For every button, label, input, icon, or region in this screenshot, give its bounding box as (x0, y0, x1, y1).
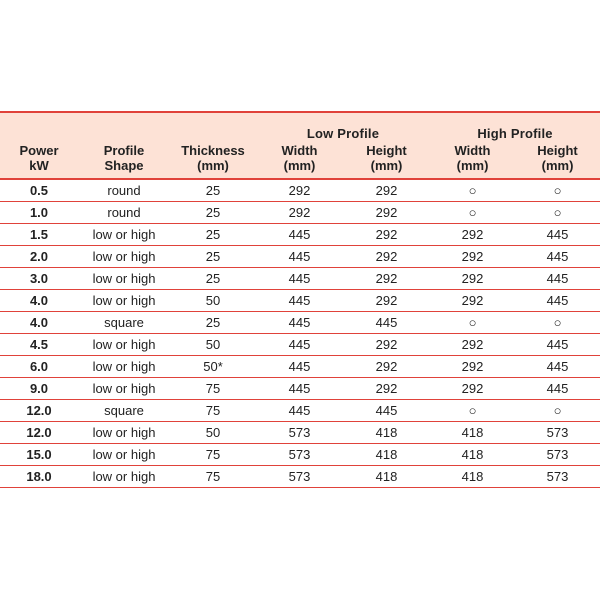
cell-low-height: 418 (343, 422, 430, 444)
cell-thickness: 75 (170, 400, 256, 422)
cell-low-height: 292 (343, 334, 430, 356)
cell-thickness: 25 (170, 224, 256, 246)
column-header-line1: Thickness (181, 143, 245, 158)
cell-thickness: 25 (170, 202, 256, 224)
cell-low-height: 292 (343, 246, 430, 268)
cell-low-height: 292 (343, 268, 430, 290)
cell-thickness: 50 (170, 290, 256, 312)
column-header-row (0, 141, 600, 179)
group-header-spacer (0, 112, 256, 141)
cell-low-width: 573 (256, 444, 343, 466)
cell-power: 4.0 (0, 290, 78, 312)
cell-profile-shape: low or high (78, 444, 170, 466)
cell-low-height: 292 (343, 356, 430, 378)
cell-high-width: 292 (430, 378, 515, 400)
column-header-shape (78, 141, 170, 179)
table-row (0, 356, 600, 378)
column-header-line2: (mm) (283, 158, 316, 173)
column-header-line2: (mm) (370, 158, 403, 173)
cell-high-height: 573 (515, 444, 600, 466)
cell-low-height: 292 (343, 224, 430, 246)
group-header-low-profile: Low Profile (256, 112, 430, 141)
column-header-high-height (515, 141, 600, 179)
column-header-line2: (mm) (456, 158, 489, 173)
cell-high-height: 445 (515, 378, 600, 400)
cell-profile-shape: low or high (78, 466, 170, 488)
column-header-line2: kW (29, 158, 49, 173)
cell-profile-shape: low or high (78, 246, 170, 268)
table-row (0, 202, 600, 224)
cell-low-height: 292 (343, 202, 430, 224)
cell-high-width: 292 (430, 290, 515, 312)
column-header-line2: Shape (104, 158, 144, 173)
column-header-low-width (256, 141, 343, 179)
table-row (0, 179, 600, 202)
cell-profile-shape: low or high (78, 290, 170, 312)
cell-high-height: ○ (515, 312, 600, 334)
cell-thickness: 75 (170, 444, 256, 466)
column-header-line1: Height (537, 143, 578, 158)
table-row (0, 268, 600, 290)
column-header-line2: (mm) (197, 158, 229, 173)
cell-high-width: 292 (430, 268, 515, 290)
cell-thickness: 25 (170, 179, 256, 202)
cell-profile-shape: low or high (78, 334, 170, 356)
cell-low-width: 292 (256, 202, 343, 224)
cell-low-width: 445 (256, 290, 343, 312)
cell-high-height: 445 (515, 224, 600, 246)
cell-power: 12.0 (0, 400, 78, 422)
cell-thickness: 25 (170, 312, 256, 334)
cell-low-width: 445 (256, 246, 343, 268)
cell-high-width: 292 (430, 356, 515, 378)
column-header-high-width (430, 141, 515, 179)
cell-power: 9.0 (0, 378, 78, 400)
table-row (0, 400, 600, 422)
cell-low-height: 292 (343, 179, 430, 202)
cell-high-height: 445 (515, 356, 600, 378)
cell-power: 1.0 (0, 202, 78, 224)
cell-profile-shape: low or high (78, 224, 170, 246)
column-header-thickness (170, 141, 256, 179)
column-header-line1: Width (454, 143, 491, 158)
cell-profile-shape: low or high (78, 268, 170, 290)
cell-low-height: 418 (343, 444, 430, 466)
table-row (0, 444, 600, 466)
table-row (0, 290, 600, 312)
cell-profile-shape: low or high (78, 356, 170, 378)
group-header-row (0, 112, 600, 141)
table-row (0, 312, 600, 334)
cell-low-width: 445 (256, 378, 343, 400)
cell-high-width: ○ (430, 179, 515, 202)
cell-high-height: 573 (515, 422, 600, 444)
cell-thickness: 25 (170, 246, 256, 268)
cell-power: 6.0 (0, 356, 78, 378)
cell-low-width: 445 (256, 312, 343, 334)
cell-profile-shape: square (78, 400, 170, 422)
cell-profile-shape: square (78, 312, 170, 334)
column-header-line2: (mm) (541, 158, 574, 173)
cell-low-height: 292 (343, 290, 430, 312)
column-header-line1: Profile (103, 143, 145, 158)
column-header-line1: Width (281, 143, 318, 158)
column-header-power (0, 141, 78, 179)
column-header-low-height (343, 141, 430, 179)
spec-table (0, 111, 600, 488)
cell-power: 12.0 (0, 422, 78, 444)
cell-low-height: 418 (343, 466, 430, 488)
cell-high-width: ○ (430, 400, 515, 422)
cell-power: 15.0 (0, 444, 78, 466)
cell-high-height: 445 (515, 268, 600, 290)
table-row (0, 224, 600, 246)
cell-profile-shape: low or high (78, 422, 170, 444)
cell-low-width: 573 (256, 422, 343, 444)
cell-low-height: 445 (343, 400, 430, 422)
table-body (0, 179, 600, 488)
cell-high-width: 292 (430, 334, 515, 356)
cell-low-width: 292 (256, 179, 343, 202)
table-row (0, 246, 600, 268)
cell-thickness: 75 (170, 466, 256, 488)
cell-high-width: 418 (430, 466, 515, 488)
cell-high-width: 418 (430, 444, 515, 466)
cell-high-width: 418 (430, 422, 515, 444)
table-header (0, 112, 600, 179)
column-header-line1: Power (19, 143, 59, 158)
cell-thickness: 50 (170, 334, 256, 356)
cell-low-width: 445 (256, 400, 343, 422)
cell-high-width: ○ (430, 202, 515, 224)
cell-profile-shape: low or high (78, 378, 170, 400)
cell-thickness: 25 (170, 268, 256, 290)
table-row (0, 422, 600, 444)
cell-high-height: ○ (515, 202, 600, 224)
cell-power: 3.0 (0, 268, 78, 290)
cell-low-width: 445 (256, 268, 343, 290)
cell-low-height: 445 (343, 312, 430, 334)
group-header-high-profile: High Profile (430, 112, 600, 141)
cell-low-width: 445 (256, 334, 343, 356)
cell-power: 2.0 (0, 246, 78, 268)
cell-high-height: 445 (515, 246, 600, 268)
cell-high-height: 573 (515, 466, 600, 488)
column-header-line1: Height (366, 143, 407, 158)
cell-high-width: 292 (430, 224, 515, 246)
cell-power: 0.5 (0, 179, 78, 202)
cell-high-height: ○ (515, 179, 600, 202)
cell-profile-shape: round (78, 202, 170, 224)
cell-high-height: ○ (515, 400, 600, 422)
cell-high-width: 292 (430, 246, 515, 268)
cell-profile-shape: round (78, 179, 170, 202)
cell-power: 4.5 (0, 334, 78, 356)
cell-power: 1.5 (0, 224, 78, 246)
cell-thickness: 75 (170, 378, 256, 400)
cell-power: 18.0 (0, 466, 78, 488)
cell-low-height: 292 (343, 378, 430, 400)
cell-low-width: 445 (256, 224, 343, 246)
cell-low-width: 573 (256, 466, 343, 488)
cell-high-width: ○ (430, 312, 515, 334)
table-row (0, 378, 600, 400)
cell-power: 4.0 (0, 312, 78, 334)
spec-table-container (0, 111, 600, 488)
cell-thickness: 50 (170, 422, 256, 444)
table-row (0, 466, 600, 488)
cell-thickness: 50* (170, 356, 256, 378)
table-row (0, 334, 600, 356)
cell-high-height: 445 (515, 334, 600, 356)
cell-low-width: 445 (256, 356, 343, 378)
cell-high-height: 445 (515, 290, 600, 312)
